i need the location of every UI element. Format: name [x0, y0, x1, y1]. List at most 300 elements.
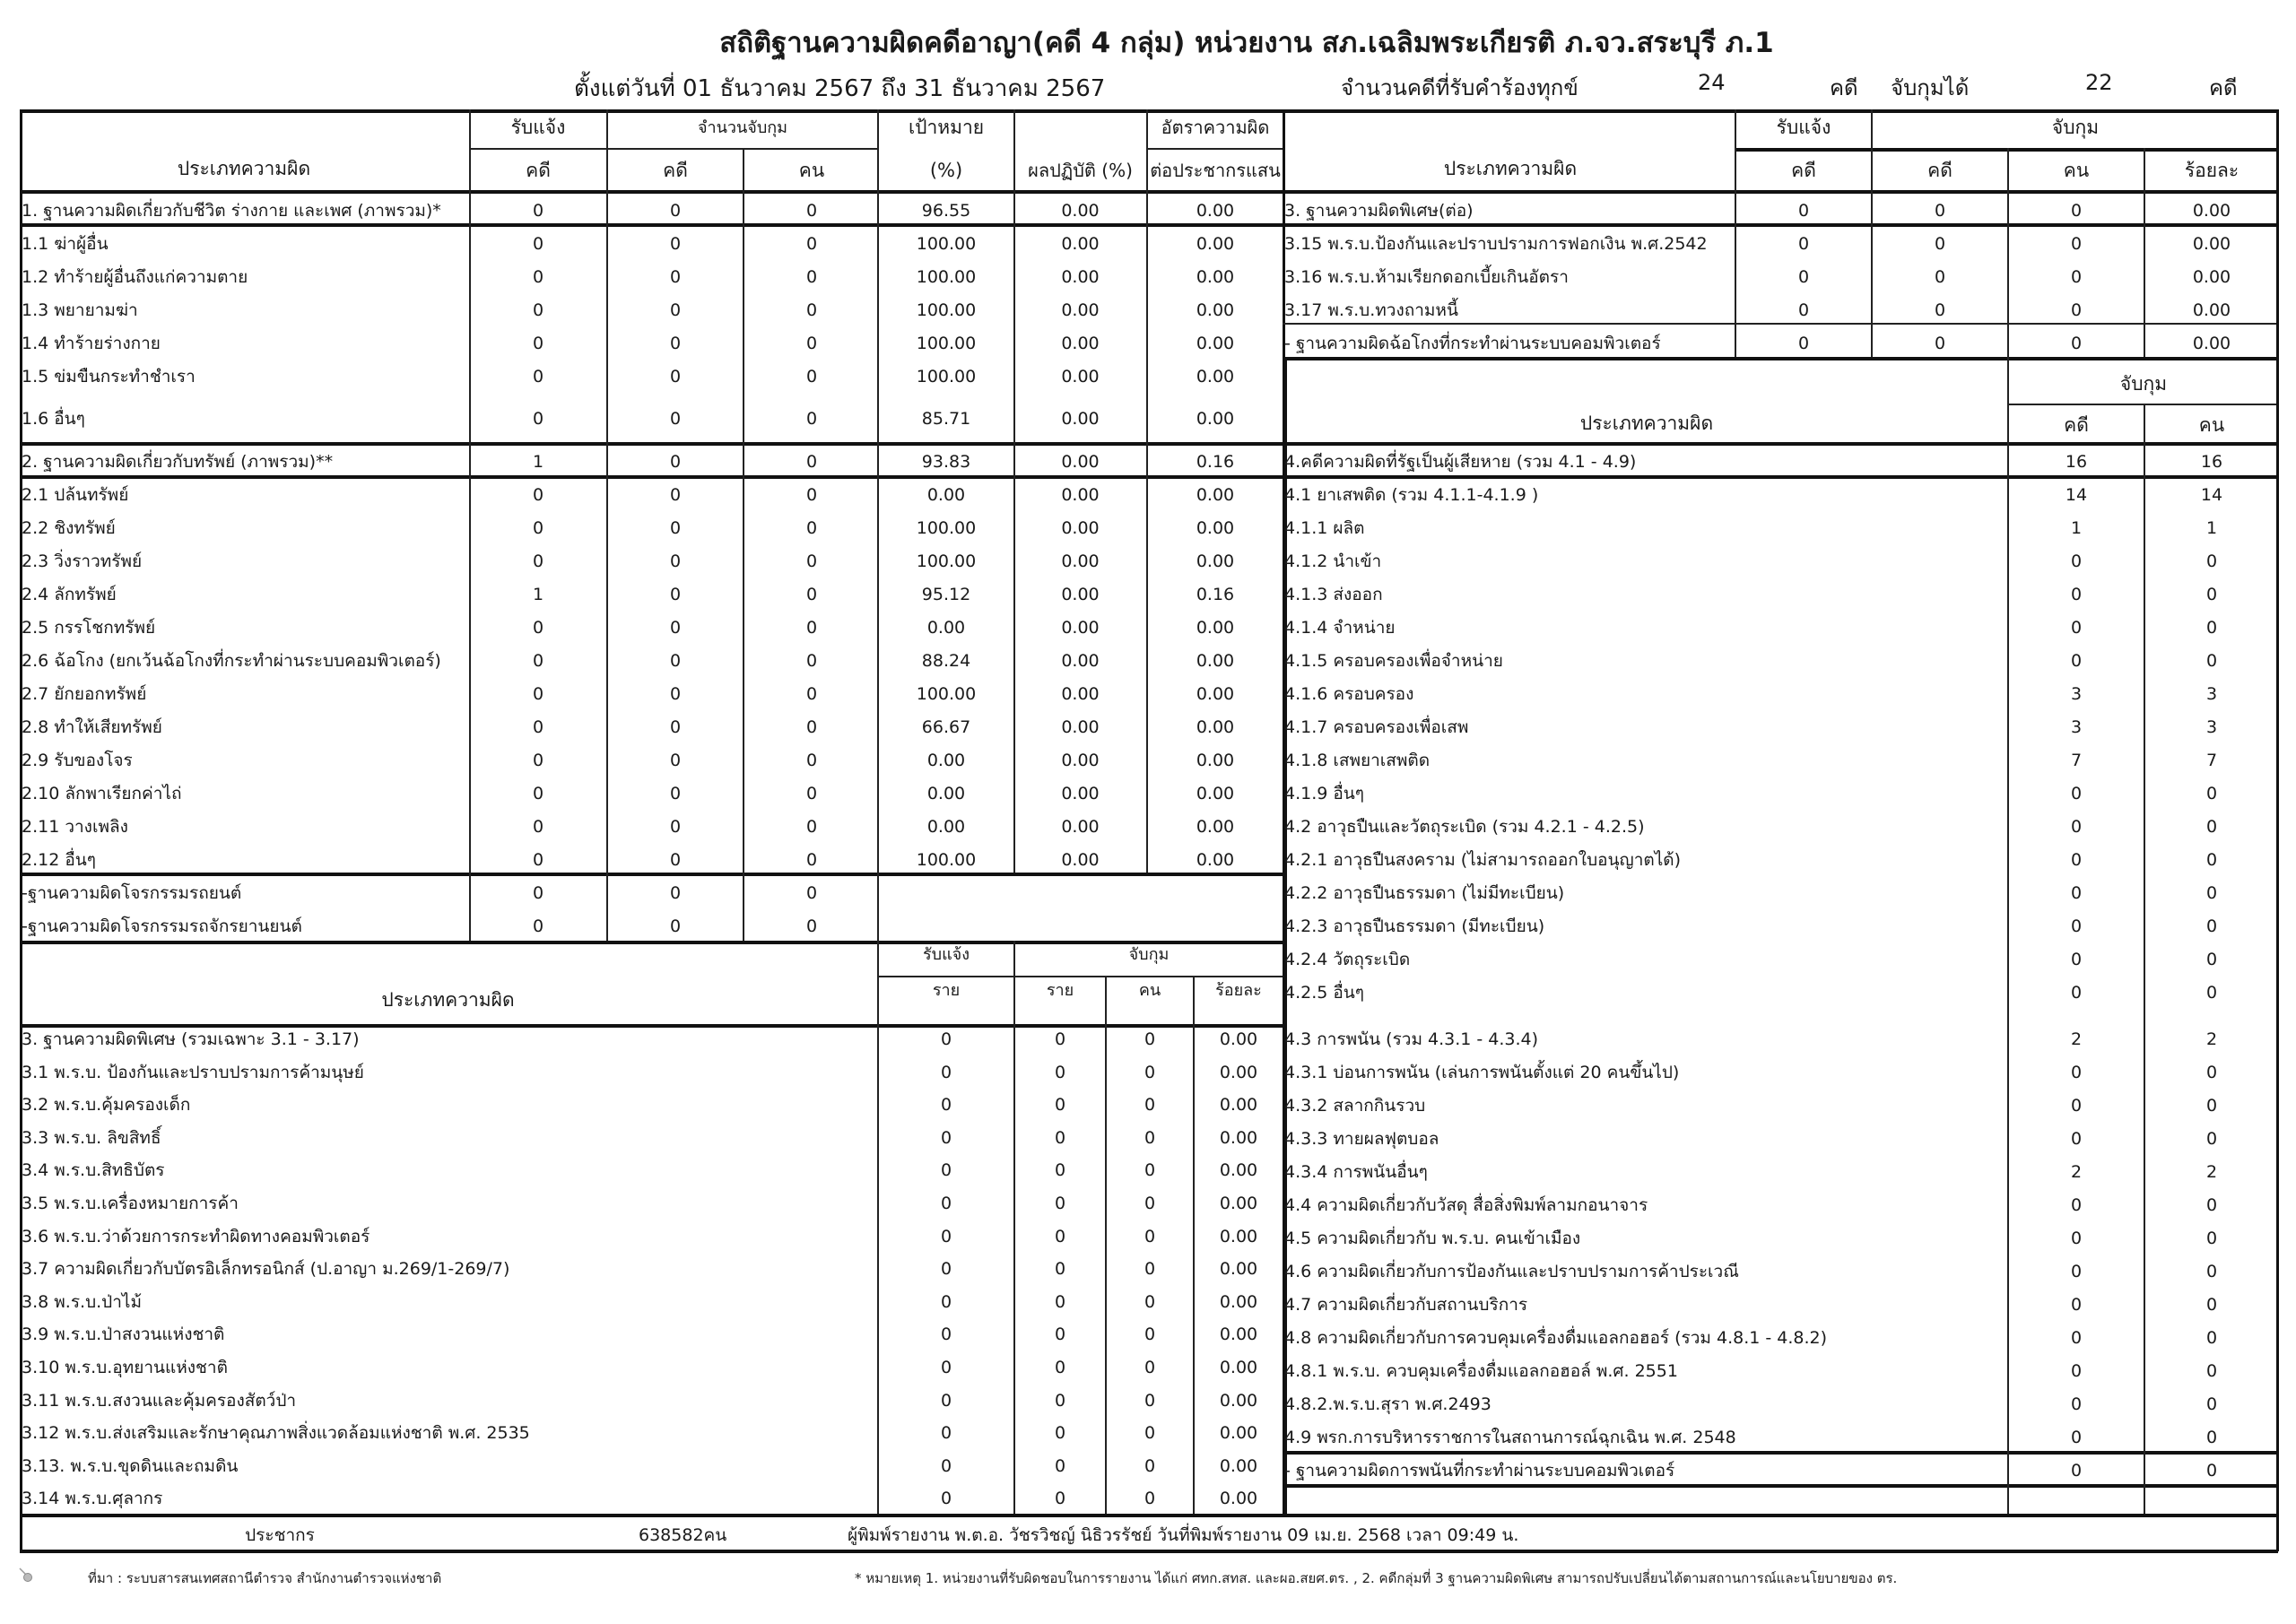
cell-target: 100.00	[916, 518, 977, 538]
cell-persons: 0	[2070, 300, 2083, 320]
row-label: 4.1.2 นำเข้า	[1284, 551, 1382, 571]
cell-reported: 0	[940, 1358, 952, 1377]
cell-persons: 0	[2205, 1195, 2218, 1215]
cell-persons: 0	[1144, 1160, 1156, 1181]
cell-cases: 0	[669, 751, 682, 770]
row-label: 4.1 ยาเสพติด (รวม 4.1.1-4.1.9 )	[1284, 485, 1539, 505]
cell-percent: 0.00	[1219, 1259, 1258, 1280]
cell-cases: 0	[1054, 1423, 1066, 1444]
cell-rate: 0.00	[1196, 267, 1235, 287]
cell-rate: 0.00	[1196, 850, 1235, 870]
cell-result: 0.00	[1061, 684, 1100, 704]
cell-target: 100.00	[916, 234, 977, 254]
cell-persons: 0	[805, 518, 818, 538]
cell-reported: 0	[940, 1423, 952, 1444]
cell-target: 100.00	[916, 551, 977, 571]
row-label: 4.3 การพนัน (รวม 4.3.1 - 4.3.4)	[1284, 1029, 1539, 1049]
remark-note: * หมายเหตุ 1. หน่วยงานที่รับผิดชอบในการรายงาน ได้แก่ ศทก.สทส. และผอ.สยศ.ตร. , 2. คดีกลุ่มที่ 3 ฐานความผิดพิเศษ สามารถปรับเปลี่ยนได้ตามสถานการณ์และนโยบายของ ตร.	[855, 1570, 1898, 1586]
row-label: 1.5 ข่มขืนกระทำชำเรา	[22, 367, 196, 386]
cell-persons: 0	[805, 201, 818, 221]
cell-rate: 0.00	[1196, 367, 1235, 386]
cell-persons: 1	[2205, 518, 2218, 538]
row-label: 4.5 ความผิดเกี่ยวกับ พ.ร.บ. คนเข้าเมือง	[1284, 1229, 1581, 1248]
cell-cases: 0	[2070, 883, 2083, 903]
cell-cases: 0	[1054, 1029, 1066, 1049]
cell-reported: 0	[532, 300, 544, 320]
cell-reported: 0	[532, 409, 544, 429]
cell-cases: 0	[669, 651, 682, 671]
cell-persons: 0	[805, 850, 818, 870]
cell-persons: 0	[2205, 817, 2218, 837]
cell-rate: 0.00	[1196, 485, 1235, 505]
grid-line	[1283, 1484, 2276, 1488]
grid-line	[20, 1514, 2278, 1517]
cell-cases: 0	[2070, 1461, 2083, 1481]
cell-target: 88.24	[921, 651, 971, 671]
row-label: - ฐานความผิดการพนันที่กระทำผ่านระบบคอมพิวเตอร์	[1284, 1461, 1675, 1481]
cell-persons: 0	[805, 334, 818, 353]
cell-percent: 0.00	[2192, 201, 2231, 221]
cell-result: 0.00	[1061, 850, 1100, 870]
row-label: 4.7 ความผิดเกี่ยวกับสถานบริการ	[1284, 1295, 1528, 1315]
cell-persons: 0	[805, 817, 818, 837]
row-label: 2.4 ลักทรัพย์	[22, 585, 117, 604]
cell-reported: 0	[532, 201, 544, 221]
cell-cases: 0	[669, 618, 682, 638]
cell-cases: 0	[1054, 1226, 1066, 1246]
cell-persons: 0	[805, 585, 818, 604]
row-label: 3.8 พ.ร.บ.ป่าไม้	[22, 1291, 142, 1312]
cell-rate: 0.00	[1196, 651, 1235, 671]
cell-percent: 0.00	[1219, 1095, 1258, 1116]
cell-persons: 0	[1144, 1194, 1156, 1213]
grid-line	[1735, 148, 2276, 152]
rt-header-percent: ร้อยละ	[2184, 160, 2239, 181]
cell-persons: 0	[805, 409, 818, 429]
cell-cases: 0	[2070, 916, 2083, 936]
cell-persons: 16	[2200, 452, 2223, 472]
cell-persons: 0	[1144, 1390, 1156, 1411]
cell-cases: 0	[1934, 300, 1946, 320]
row-label: 4.2.5 อื่นๆ	[1284, 983, 1364, 1003]
special-header-percent: ร้อยละ	[1215, 981, 1262, 1000]
cell-cases: 0	[1934, 201, 1946, 221]
cell-cases: 0	[2070, 950, 2083, 969]
cell-persons: 0	[1144, 1324, 1156, 1345]
cell-rate: 0.00	[1196, 409, 1235, 429]
grid-line	[1735, 109, 1736, 357]
row-label: 3.15 พ.ร.บ.ป้องกันและปราบปรามการฟอกเงิน พ.ศ.2542	[1284, 234, 1708, 254]
row-label: 3.4 พ.ร.บ.สิทธิบัตร	[22, 1160, 165, 1181]
cell-reported: 0	[940, 1291, 952, 1312]
cell-cases: 0	[1054, 1194, 1066, 1213]
special-header-reported: รับแจ้ง	[922, 945, 970, 964]
cell-reported: 0	[940, 1194, 952, 1213]
cell-target: 100.00	[916, 334, 977, 353]
cell-reported: 0	[532, 367, 544, 386]
cell-persons: 0	[2205, 1461, 2218, 1481]
cell-persons: 0	[2070, 234, 2083, 254]
row-label: 4.3.1 บ่อนการพนัน (เล่นการพนันตั้งแต่ 20 คนขึ้นไป)	[1284, 1063, 1680, 1082]
cell-cases: 0	[2070, 1394, 2083, 1414]
cell-reported: 0	[940, 1226, 952, 1246]
cell-persons: 0	[2205, 1096, 2218, 1116]
cell-cases: 0	[2070, 1063, 2083, 1082]
cell-persons: 0	[805, 751, 818, 770]
complaints-label: จำนวนคดีที่รับคำร้องทุกข์	[1341, 75, 1578, 100]
cell-cases: 0	[2070, 850, 2083, 870]
cell-percent: 0.00	[1219, 1455, 1258, 1476]
row-label: 4.คดีความผิดที่รัฐเป็นผู้เสียหาย (รวม 4.1 - 4.9)	[1284, 452, 1637, 472]
cell-percent: 0.00	[2192, 300, 2231, 320]
cell-reported: 0	[532, 551, 544, 571]
grid-line	[2007, 404, 2276, 405]
cell-persons: 0	[2205, 1295, 2218, 1315]
cell-cases: 0	[1054, 1127, 1066, 1148]
cell-cases: 0	[1054, 1455, 1066, 1476]
cell-target: 100.00	[916, 267, 977, 287]
cell-target: 100.00	[916, 367, 977, 386]
rt-header-arrested: จับกุม	[2051, 117, 2100, 138]
row-label: 3.17 พ.ร.บ.ทวงถามหนี้	[1284, 300, 1458, 320]
cell-cases: 0	[1054, 1259, 1066, 1280]
rb-header-type: ประเภทความผิด	[1579, 413, 1714, 434]
cell-persons: 0	[805, 234, 818, 254]
row-label: 2.6 ฉ้อโกง (ยกเว้นฉ้อโกงที่กระทำผ่านระบบคอมพิวเตอร์)	[22, 651, 441, 671]
cell-reported: 0	[940, 1127, 952, 1148]
rt-header-type: ประเภทความผิด	[1443, 158, 1578, 179]
cell-persons: 0	[805, 452, 818, 472]
cell-target: 0.00	[926, 751, 966, 770]
source-note: ที่มา : ระบบสารสนเทศสถานีตำรวจ สำนักงานตำรวจแห่งชาติ	[88, 1570, 442, 1586]
cell-target: 66.67	[921, 717, 971, 737]
grid-line	[20, 873, 1284, 876]
cell-rate: 0.00	[1196, 717, 1235, 737]
cell-target: 0.00	[926, 618, 966, 638]
cell-persons: 0	[805, 717, 818, 737]
cell-percent: 0.00	[1219, 1324, 1258, 1345]
row-label: 2.2 ชิงทรัพย์	[22, 518, 116, 538]
cell-rate: 0.00	[1196, 684, 1235, 704]
cell-percent: 0.00	[1219, 1127, 1258, 1148]
cell-cases: 0	[2070, 1195, 2083, 1215]
cell-target: 0.00	[926, 784, 966, 803]
cell-cases: 0	[669, 585, 682, 604]
cell-reported: 0	[940, 1455, 952, 1476]
rt-header-reported: รับแจ้ง	[1776, 117, 1831, 138]
cell-cases: 0	[669, 916, 682, 936]
cell-result: 0.00	[1061, 300, 1100, 320]
cell-reported: 0	[940, 1160, 952, 1181]
special-header-reported-unit: ราย	[932, 981, 961, 1000]
row-label: - ฐานความผิดฉ้อโกงที่กระทำผ่านระบบคอมพิวเตอร์	[1284, 334, 1661, 353]
cell-cases: 0	[1054, 1062, 1066, 1082]
cell-cases: 0	[669, 367, 682, 386]
grid-line	[20, 190, 1284, 194]
cell-cases: 16	[2065, 452, 2088, 472]
rt-header-case2: คดี	[1927, 160, 1952, 181]
cell-reported: 0	[940, 1324, 952, 1345]
grid-line	[1283, 323, 2276, 325]
cell-result: 0.00	[1061, 551, 1100, 571]
cell-cases: 0	[2070, 651, 2083, 671]
complaints-value: 24	[1698, 70, 1726, 95]
row-label: 4.1.1 ผลิต	[1284, 518, 1365, 538]
cell-cases: 0	[1054, 1324, 1066, 1345]
cell-reported: 0	[1797, 234, 1810, 254]
row-label: 4.1.7 ครอบครองเพื่อเสพ	[1284, 717, 1469, 737]
row-label: 3.3 พ.ร.บ. ลิขสิทธิ์	[22, 1127, 161, 1148]
report-title: สถิติฐานความผิดคดีอาญา(คดี 4 กลุ่ม) หน่วยงาน สภ.เฉลิมพระเกียรติ ภ.จว.สระบุรี ภ.1	[719, 27, 1774, 59]
cell-persons: 14	[2200, 485, 2223, 505]
cell-cases: 0	[669, 784, 682, 803]
cell-cases: 0	[2070, 784, 2083, 803]
cell-result: 0.00	[1061, 784, 1100, 803]
cell-cases: 0	[1054, 1095, 1066, 1116]
grid-line	[469, 148, 879, 150]
cell-reported: 1	[532, 452, 544, 472]
row-label: 4.1.9 อื่นๆ	[1284, 784, 1364, 803]
cell-reported: 0	[532, 518, 544, 538]
cell-reported: 0	[532, 751, 544, 770]
cell-target: 96.55	[921, 201, 971, 221]
cell-reported: 0	[940, 1029, 952, 1049]
cell-target: 0.00	[926, 817, 966, 837]
cell-reported: 0	[940, 1095, 952, 1116]
cell-persons: 0	[2205, 850, 2218, 870]
grid-line	[20, 442, 1284, 446]
cell-result: 0.00	[1061, 409, 1100, 429]
cell-persons: 0	[2205, 1328, 2218, 1348]
cell-cases: 0	[1934, 267, 1946, 287]
cell-rate: 0.16	[1196, 452, 1235, 472]
cell-cases: 0	[1934, 234, 1946, 254]
report-period: ตั้งแต่วันที่ 01 ธันวาคม 2567 ถึง 31 ธันวาคม 2567	[574, 75, 1106, 102]
cell-persons: 0	[805, 684, 818, 704]
cell-cases: 0	[669, 485, 682, 505]
col-header-rate-line2: ต่อประชากรแสน	[1150, 160, 1281, 181]
cell-rate: 0.00	[1196, 234, 1235, 254]
cell-persons: 0	[2205, 1394, 2218, 1414]
rt-header-case: คดี	[1791, 160, 1816, 181]
cell-result: 0.00	[1061, 518, 1100, 538]
row-label: 2.3 วิ่งราวทรัพย์	[22, 551, 143, 571]
cell-persons: 0	[1144, 1226, 1156, 1246]
row-label: 3.2 พ.ร.บ.คุ้มครองเด็ก	[22, 1095, 191, 1116]
cell-percent: 0.00	[2192, 334, 2231, 353]
cell-cases: 3	[2070, 684, 2083, 704]
cell-reported: 0	[532, 334, 544, 353]
arrested-value: 22	[2085, 70, 2113, 95]
cell-cases: 0	[1934, 334, 1946, 353]
cell-result: 0.00	[1061, 585, 1100, 604]
cell-result: 0.00	[1061, 717, 1100, 737]
cell-cases: 0	[2070, 1129, 2083, 1149]
cell-persons: 0	[805, 367, 818, 386]
population-label: ประชากร	[245, 1525, 315, 1545]
grid-line	[1283, 442, 2276, 446]
cell-persons: 0	[1144, 1358, 1156, 1377]
cell-cases: 0	[669, 452, 682, 472]
special-header-person: คน	[1138, 981, 1161, 1000]
cell-cases: 0	[2070, 1262, 2083, 1281]
cell-persons: 2	[2205, 1029, 2218, 1049]
cell-rate: 0.00	[1196, 751, 1235, 770]
cell-cases: 0	[2070, 1096, 2083, 1116]
cell-persons: 0	[2070, 334, 2083, 353]
cell-persons: 0	[805, 784, 818, 803]
cell-percent: 0.00	[1219, 1489, 1258, 1509]
cell-persons: 0	[2205, 1229, 2218, 1248]
cell-percent: 0.00	[1219, 1226, 1258, 1246]
grid-line	[20, 1024, 1283, 1028]
col-header-target: เป้าหมาย	[908, 117, 985, 138]
cell-cases: 0	[669, 267, 682, 287]
cell-reported: 0	[532, 267, 544, 287]
cell-rate: 0.00	[1196, 201, 1235, 221]
cell-percent: 0.00	[1219, 1029, 1258, 1049]
cell-persons: 0	[2205, 551, 2218, 571]
row-label: 2.8 ทำให้เสียทรัพย์	[22, 717, 162, 737]
cell-persons: 3	[2205, 684, 2218, 704]
grid-line	[20, 223, 1284, 227]
cell-persons: 0	[1144, 1489, 1156, 1509]
cell-persons: 0	[805, 267, 818, 287]
cell-reported: 0	[940, 1062, 952, 1082]
row-label: 4.1.5 ครอบครองเพื่อจำหน่าย	[1284, 651, 1503, 671]
row-label: 3.9 พ.ร.บ.ป่าสงวนแห่งชาติ	[22, 1324, 225, 1345]
cell-persons: 0	[1144, 1127, 1156, 1148]
row-label: 4.2.4 วัตถุระเบิด	[1284, 950, 1411, 969]
cell-result: 0.00	[1061, 751, 1100, 770]
cell-percent: 0.00	[2192, 234, 2231, 254]
cell-cases: 2	[2070, 1029, 2083, 1049]
cell-cases: 0	[2070, 1295, 2083, 1315]
cell-result: 0.00	[1061, 234, 1100, 254]
cell-cases: 0	[2070, 551, 2083, 571]
cell-reported: 1	[532, 585, 544, 604]
cell-percent: 0.00	[1219, 1160, 1258, 1181]
cell-persons: 2	[2205, 1162, 2218, 1182]
arrested-label: จับกุมได้	[1891, 75, 1970, 100]
cell-target: 95.12	[921, 585, 971, 604]
cell-cases: 0	[669, 300, 682, 320]
rb-header-case: คดี	[2064, 414, 2089, 436]
row-label: 2.11 วางเพลิง	[22, 817, 128, 837]
cell-persons: 0	[2205, 585, 2218, 604]
cell-target: 100.00	[916, 684, 977, 704]
grid-line	[1283, 475, 2276, 479]
row-label: 1.6 อื่นๆ	[22, 409, 85, 429]
row-label: 2.1 ปล้นทรัพย์	[22, 485, 129, 505]
cell-reported: 0	[532, 651, 544, 671]
row-label: -ฐานความผิดโจรกรรมรถยนต์	[22, 883, 242, 903]
cell-persons: 0	[1144, 1455, 1156, 1476]
cell-persons: 3	[2205, 717, 2218, 737]
cell-persons: 0	[805, 883, 818, 903]
row-label: 4.8.2.พ.ร.บ.สุรา พ.ศ.2493	[1284, 1394, 1492, 1414]
cell-percent: 0.00	[1219, 1390, 1258, 1411]
cell-result: 0.00	[1061, 201, 1100, 221]
cell-reported: 0	[532, 684, 544, 704]
col-header-pct: (%)	[929, 160, 963, 181]
cell-persons: 0	[2205, 1129, 2218, 1149]
cell-persons: 0	[2205, 883, 2218, 903]
cell-cases: 14	[2065, 485, 2088, 505]
cell-persons: 0	[2205, 1361, 2218, 1381]
row-label: 4.1.4 จำหน่าย	[1284, 618, 1396, 638]
cell-persons: 0	[2205, 618, 2218, 638]
cell-reported: 0	[532, 784, 544, 803]
cell-reported: 0	[1797, 334, 1810, 353]
row-label: 3.14 พ.ร.บ.ศุลากร	[22, 1489, 163, 1509]
grid-line	[20, 941, 1284, 944]
cell-cases: 0	[1054, 1291, 1066, 1312]
row-label: 3. ฐานความผิดพิเศษ (รวมเฉพาะ 3.1 - 3.17)	[22, 1029, 360, 1049]
cell-target: 0.00	[926, 485, 966, 505]
row-label: 4.2.1 อาวุธปืนสงคราม (ไม่สามารถออกใบอนุญาตได้)	[1284, 850, 1682, 870]
grid-line	[20, 1550, 2278, 1553]
cell-percent: 0.00	[1219, 1423, 1258, 1444]
grid-line	[1146, 148, 1283, 150]
grid-line	[20, 109, 2278, 113]
row-label: 4.3.2 สลากกินรวบ	[1284, 1096, 1426, 1116]
col-header-rate: อัตราความผิด	[1161, 117, 1270, 138]
cell-reported: 0	[940, 1259, 952, 1280]
cell-cases: 0	[669, 334, 682, 353]
special-header-type: ประเภทความผิด	[381, 989, 515, 1011]
cell-reported: 0	[940, 1390, 952, 1411]
row-label: -ฐานความผิดโจรกรรมรถจักรยานยนต์	[22, 916, 302, 936]
cell-persons: 0	[805, 651, 818, 671]
cell-persons: 0	[805, 551, 818, 571]
col-header-case: คดี	[526, 160, 551, 181]
cell-cases: 0	[669, 717, 682, 737]
grid-line	[20, 475, 1284, 479]
cell-cases: 0	[2070, 618, 2083, 638]
row-label: 3.12 พ.ร.บ.ส่งเสริมและรักษาคุณภาพสิ่งแวดล้อมแห่งชาติ พ.ศ. 2535	[22, 1423, 530, 1444]
row-label: 3.5 พ.ร.บ.เครื่องหมายการค้า	[22, 1194, 239, 1213]
row-label: 4.8 ความผิดเกี่ยวกับการควบคุมเครื่องดื่มแอลกอฮอร์ (รวม 4.8.1 - 4.8.2)	[1284, 1328, 1828, 1348]
grid-line	[1283, 190, 2276, 194]
cell-rate: 0.16	[1196, 585, 1235, 604]
row-label: 2.9 รับของโจร	[22, 751, 133, 770]
cell-cases: 0	[669, 850, 682, 870]
cell-persons: 0	[2205, 1428, 2218, 1447]
cell-reported: 0	[1797, 201, 1810, 221]
cell-persons: 0	[1144, 1259, 1156, 1280]
cell-cases: 0	[669, 518, 682, 538]
row-label: 4.6 ความผิดเกี่ยวกับการป้องกันและปราบปรามการค้าประเวณี	[1284, 1262, 1739, 1281]
cell-reported: 0	[532, 234, 544, 254]
cell-reported: 0	[532, 916, 544, 936]
grid-line	[877, 976, 1283, 977]
cell-persons: 0	[2205, 784, 2218, 803]
cell-persons: 0	[2205, 1262, 2218, 1281]
cell-persons: 0	[2205, 651, 2218, 671]
cell-persons: 0	[2205, 1063, 2218, 1082]
row-label: 3.11 พ.ร.บ.สงวนและคุ้มครองสัตว์ป่า	[22, 1390, 297, 1411]
cell-persons: 0	[2070, 267, 2083, 287]
row-label: 4.2.2 อาวุธปืนธรรมดา (ไม่มีทะเบียน)	[1284, 883, 1565, 903]
cell-persons: 0	[1144, 1095, 1156, 1116]
col-header-type: ประเภทความผิด	[177, 158, 311, 179]
cell-result: 0.00	[1061, 618, 1100, 638]
row-label: 4.3.3 ทายผลฟุตบอล	[1284, 1129, 1439, 1149]
row-label: 2.5 กรรโชกทรัพย์	[22, 618, 156, 638]
row-label: 3.7 ความผิดเกี่ยวกับบัตรอิเล็กทรอนิกส์ (ป.อาญา ม.269/1-269/7)	[22, 1259, 510, 1280]
row-label: 3. ฐานความผิดพิเศษ(ต่อ)	[1284, 201, 1474, 221]
